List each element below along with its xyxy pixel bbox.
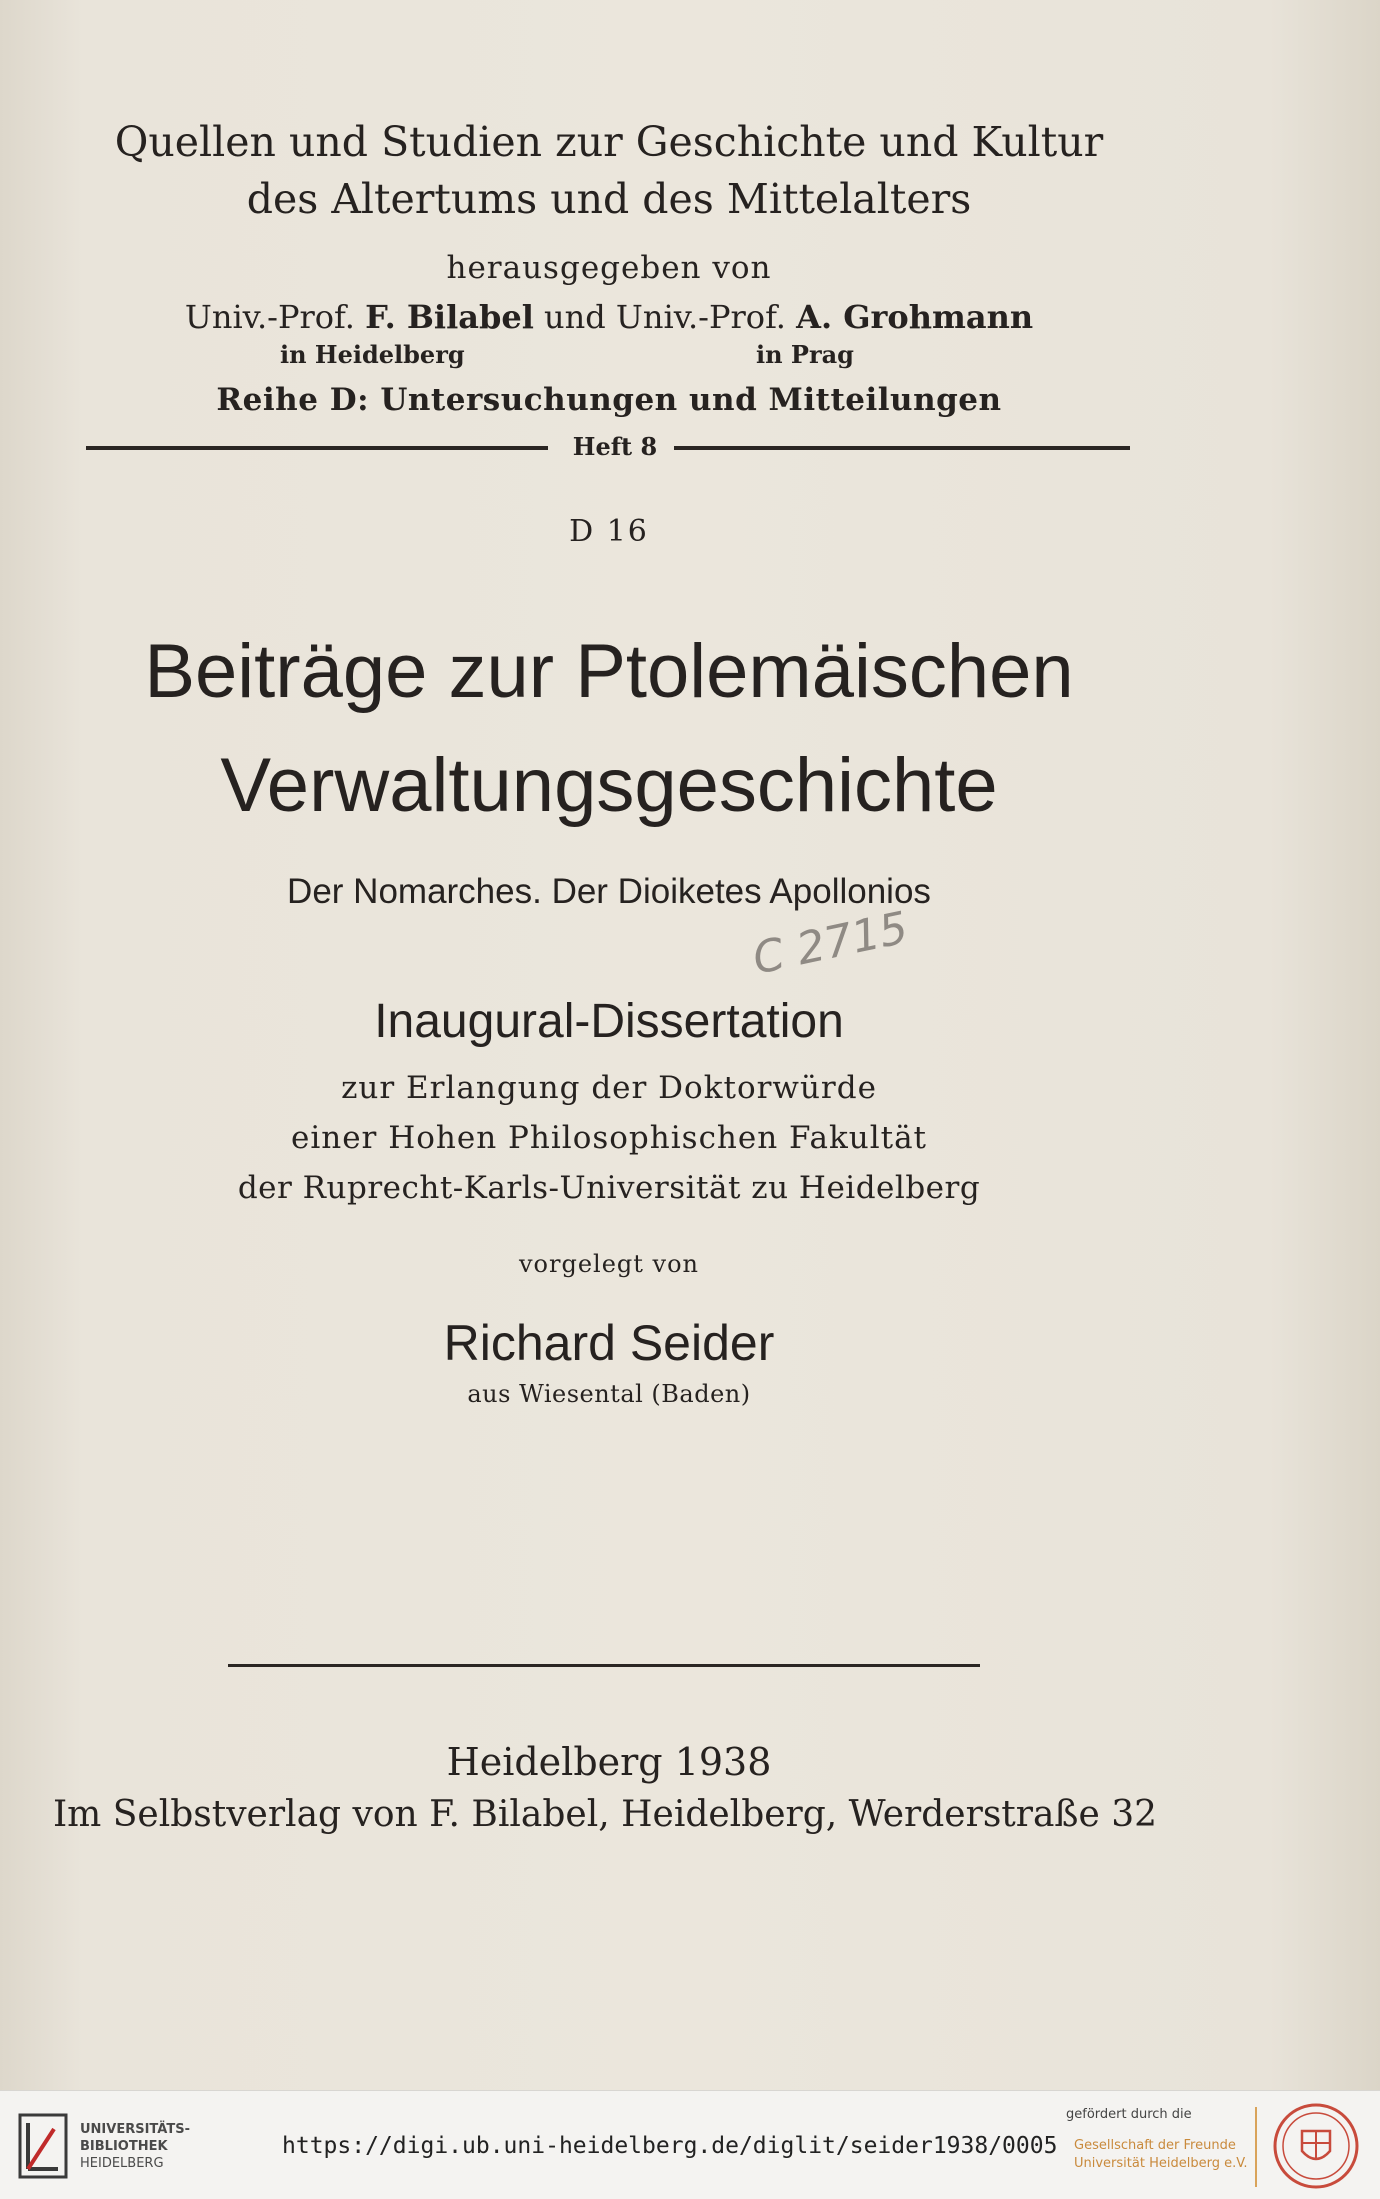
permalink[interactable]: https://digi.ub.uni-heidelberg.de/diglit/seider1938/0005 bbox=[282, 2133, 1058, 2159]
funded-by: gefördert durch die bbox=[1066, 2107, 1192, 2122]
handwritten-note: C 2715 bbox=[748, 902, 913, 985]
library-line3: HEIDELBERG bbox=[80, 2156, 164, 2171]
edited-by: herausgegeben von bbox=[446, 250, 772, 286]
place-year: Heidelberg 1938 bbox=[446, 1740, 772, 1784]
society-name bbox=[1074, 2137, 1248, 2173]
editor2-name: A. Grohmann bbox=[796, 298, 1034, 336]
editor2-city: in Prag bbox=[756, 340, 854, 369]
subtitle: Der Nomarches. Der Dioiketes Apollonios bbox=[287, 872, 931, 911]
dissertation-line2: einer Hohen Philosophischen Fakultät bbox=[290, 1120, 928, 1156]
presented-by: vorgelegt von bbox=[518, 1250, 700, 1278]
title-line1: Beiträge zur Ptolemäischen bbox=[144, 629, 1074, 714]
library-name bbox=[80, 2121, 190, 2172]
society-seal-icon bbox=[1268, 2101, 1364, 2191]
dissertation-line1: zur Erlangung der Doktorwürde bbox=[341, 1070, 877, 1106]
volume-number: D 16 bbox=[569, 514, 649, 549]
author-origin: aus Wiesental (Baden) bbox=[467, 1380, 751, 1408]
library-line2: BIBLIOTHEK bbox=[80, 2139, 168, 2154]
series-title-line1: Quellen und Studien zur Geschichte und Kultur bbox=[114, 118, 1104, 166]
editor1-city: in Heidelberg bbox=[280, 340, 465, 369]
heft-number: Heft 8 bbox=[572, 432, 658, 461]
title-line2: Verwaltungsgeschichte bbox=[220, 743, 998, 828]
series-title-line2: des Altertums und des Mittelalters bbox=[246, 175, 972, 223]
society-line1: Gesellschaft der Freunde bbox=[1074, 2138, 1236, 2153]
ub-logo-icon bbox=[18, 2113, 68, 2179]
editor1-title: Univ.-Prof. bbox=[184, 298, 355, 336]
society-line2: Universität Heidelberg e.V. bbox=[1074, 2156, 1248, 2171]
footer-divider bbox=[1255, 2107, 1257, 2187]
editor-connector: und bbox=[544, 298, 606, 336]
dissertation-heading: Inaugural-Dissertation bbox=[374, 995, 844, 1048]
rule-right bbox=[674, 446, 1130, 450]
editors-line bbox=[0, 298, 1218, 336]
author-name: Richard Seider bbox=[443, 1315, 775, 1371]
editor2-title: Univ.-Prof. bbox=[615, 298, 786, 336]
editor1-name: F. Bilabel bbox=[365, 298, 534, 336]
dissertation-line3: der Ruprecht-Karls-Universität zu Heidelberg bbox=[237, 1170, 981, 1206]
viewer-footer bbox=[0, 2090, 1380, 2199]
series-reihe: Reihe D: Untersuchungen und Mitteilungen bbox=[216, 382, 1002, 418]
library-line1: UNIVERSITÄTS- bbox=[80, 2122, 190, 2137]
publisher: Im Selbstverlag von F. Bilabel, Heidelberg, Werderstraße 32 bbox=[52, 1794, 1158, 1835]
rule-left bbox=[86, 446, 548, 450]
imprint-rule bbox=[228, 1664, 980, 1667]
